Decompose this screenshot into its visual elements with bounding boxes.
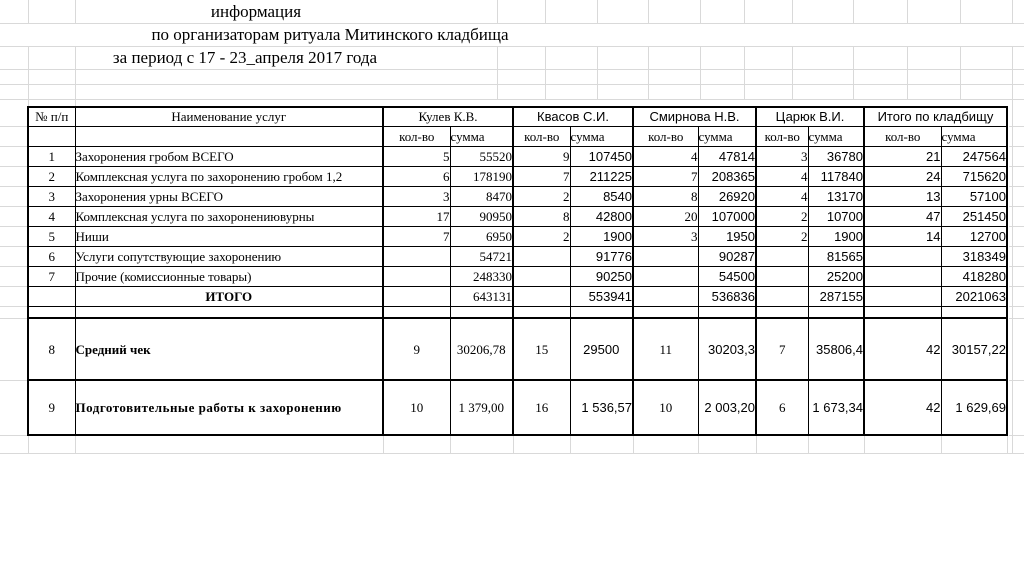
cell-qty[interactable]: 13 — [864, 186, 941, 206]
cell-qty[interactable]: 11 — [633, 318, 698, 380]
cell-service[interactable]: Средний чек — [75, 318, 383, 380]
cell-num[interactable]: 8 — [28, 318, 75, 380]
cell-service[interactable]: Ниши — [75, 226, 383, 246]
cell-qty[interactable]: 5 — [383, 146, 450, 166]
cell-empty[interactable] — [28, 126, 75, 146]
total-label[interactable]: ИТОГО — [75, 286, 383, 306]
report-table — [27, 106, 1008, 436]
cell-qty[interactable]: 16 — [513, 380, 570, 435]
header-service[interactable]: Наименование услуг — [75, 107, 383, 126]
header-org-smirnova[interactable]: Смирнова Н.В. — [633, 107, 756, 126]
cell-sum[interactable]: 248330 — [450, 266, 513, 286]
cell-empty[interactable] — [450, 306, 513, 318]
cell-qty[interactable]: 4 — [756, 186, 808, 206]
cell-sum[interactable]: 6950 — [450, 226, 513, 246]
cell-sum[interactable]: 47814 — [698, 146, 756, 166]
cell-sum[interactable]: 54721 — [450, 246, 513, 266]
cell-qty[interactable]: 8 — [633, 186, 698, 206]
header-row-units — [28, 126, 1007, 146]
cell-empty[interactable] — [383, 306, 450, 318]
cell-qty[interactable] — [864, 246, 941, 266]
cell-qty[interactable]: 4 — [633, 146, 698, 166]
cell-num[interactable]: 9 — [28, 380, 75, 435]
cell-qty[interactable]: 4 — [756, 166, 808, 186]
header-sum[interactable]: сумма — [570, 126, 633, 146]
cell-empty[interactable] — [756, 306, 808, 318]
cell-sum[interactable]: 90950 — [450, 206, 513, 226]
cell-empty[interactable] — [941, 306, 1007, 318]
cell-qty[interactable]: 24 — [864, 166, 941, 186]
cell-num[interactable]: 2 — [28, 166, 75, 186]
avg-check-row — [28, 318, 1007, 380]
cell-empty[interactable] — [513, 306, 570, 318]
cell-num[interactable]: 6 — [28, 246, 75, 266]
cell-sum[interactable]: 1950 — [698, 226, 756, 246]
report-subtitle[interactable]: по организаторам ритуала Митинского кладбища — [151, 25, 509, 44]
cell-num[interactable]: 1 — [28, 146, 75, 166]
cell-sum[interactable]: 57100 — [941, 186, 1007, 206]
header-sum[interactable]: сумма — [941, 126, 1007, 146]
cell-qty[interactable]: 7 — [513, 166, 570, 186]
header-qty[interactable]: кол-во — [513, 126, 570, 146]
cell-empty[interactable] — [75, 126, 383, 146]
cell-sum[interactable]: 10700 — [808, 206, 864, 226]
cell-sum[interactable]: 30206,78 — [450, 318, 513, 380]
table-row — [28, 186, 1007, 206]
header-num[interactable]: № п/п — [28, 107, 75, 126]
cell-sum[interactable]: 553941 — [570, 286, 633, 306]
cell-qty[interactable]: 8 — [513, 206, 570, 226]
cell-service[interactable]: Услуги сопутствующие захоронению — [75, 246, 383, 266]
cell-num[interactable]: 5 — [28, 226, 75, 246]
table-row — [28, 206, 1007, 226]
cell-sum[interactable]: 178190 — [450, 166, 513, 186]
cell-sum[interactable]: 8540 — [570, 186, 633, 206]
cell-sum[interactable]: 211225 — [570, 166, 633, 186]
cell-sum[interactable]: 715620 — [941, 166, 1007, 186]
cell-num[interactable]: 4 — [28, 206, 75, 226]
cell-empty[interactable] — [570, 306, 633, 318]
header-qty[interactable]: кол-во — [756, 126, 808, 146]
cell-empty[interactable] — [28, 306, 75, 318]
cell-sum[interactable]: 36780 — [808, 146, 864, 166]
cell-qty[interactable]: 7 — [756, 318, 808, 380]
header-cemetery-total[interactable]: Итого по кладбищу — [864, 107, 1007, 126]
cell-qty[interactable] — [513, 246, 570, 266]
cell-qty[interactable]: 3 — [756, 146, 808, 166]
header-row-organizers — [28, 107, 1007, 126]
cell-sum[interactable]: 1 673,34 — [808, 380, 864, 435]
cell-qty[interactable]: 42 — [864, 380, 941, 435]
cell-service[interactable]: Захоронения гробом ВСЕГО — [75, 146, 383, 166]
cell-num[interactable] — [28, 286, 75, 306]
cell-qty[interactable] — [633, 246, 698, 266]
header-qty[interactable]: кол-во — [383, 126, 450, 146]
report-title[interactable]: информация — [210, 2, 302, 21]
cell-qty[interactable] — [756, 246, 808, 266]
cell-sum[interactable]: 107000 — [698, 206, 756, 226]
cell-qty[interactable] — [383, 286, 450, 306]
cell-qty[interactable] — [383, 246, 450, 266]
cell-sum[interactable]: 208365 — [698, 166, 756, 186]
report-period[interactable]: за период с 17 - 23_апреля 2017 года — [112, 48, 378, 67]
cell-qty[interactable]: 6 — [756, 380, 808, 435]
header-sum[interactable]: сумма — [808, 126, 864, 146]
cell-qty[interactable]: 15 — [513, 318, 570, 380]
cell-sum[interactable]: 13170 — [808, 186, 864, 206]
cell-sum[interactable]: 643131 — [450, 286, 513, 306]
table-row — [28, 146, 1007, 166]
table-row — [28, 226, 1007, 246]
cell-qty[interactable]: 9 — [513, 146, 570, 166]
cell-qty[interactable]: 3 — [633, 226, 698, 246]
header-org-kulev[interactable]: Кулев К.В. — [383, 107, 513, 126]
cell-sum[interactable]: 35806,4 — [808, 318, 864, 380]
cell-sum[interactable]: 90287 — [698, 246, 756, 266]
cell-qty[interactable]: 7 — [633, 166, 698, 186]
cell-sum[interactable]: 12700 — [941, 226, 1007, 246]
cell-qty[interactable] — [513, 286, 570, 306]
cell-service[interactable]: Прочие (комиссионные товары) — [75, 266, 383, 286]
cell-qty[interactable]: 21 — [864, 146, 941, 166]
cell-qty[interactable] — [864, 266, 941, 286]
table-row — [28, 166, 1007, 186]
cell-sum[interactable]: 117840 — [808, 166, 864, 186]
cell-qty[interactable]: 42 — [864, 318, 941, 380]
cell-empty[interactable] — [633, 306, 698, 318]
cell-sum[interactable]: 55520 — [450, 146, 513, 166]
cell-sum[interactable]: 107450 — [570, 146, 633, 166]
cell-sum[interactable]: 1 379,00 — [450, 380, 513, 435]
cell-qty[interactable] — [756, 286, 808, 306]
cell-sum[interactable]: 8470 — [450, 186, 513, 206]
cell-qty[interactable]: 20 — [633, 206, 698, 226]
cell-sum[interactable]: 30157,22 — [941, 318, 1007, 380]
cell-qty[interactable]: 17 — [383, 206, 450, 226]
cell-qty[interactable]: 14 — [864, 226, 941, 246]
spacer-row — [28, 306, 1007, 318]
cell-qty[interactable]: 2 — [513, 226, 570, 246]
cell-sum[interactable]: 81565 — [808, 246, 864, 266]
cell-qty[interactable] — [513, 266, 570, 286]
cell-service[interactable]: Комплексная услуга по захоронению гробом 1,2 — [75, 166, 383, 186]
table-row — [28, 266, 1007, 286]
cell-sum[interactable]: 2021063 — [941, 286, 1007, 306]
cell-sum[interactable]: 1900 — [808, 226, 864, 246]
cell-service[interactable]: Захоронения урны ВСЕГО — [75, 186, 383, 206]
cell-sum[interactable]: 90250 — [570, 266, 633, 286]
cell-empty[interactable] — [698, 306, 756, 318]
header-org-tsaryuk[interactable]: Царюк В.И. — [756, 107, 864, 126]
cell-sum[interactable]: 25200 — [808, 266, 864, 286]
header-org-kvasov[interactable]: Квасов С.И. — [513, 107, 633, 126]
cell-sum[interactable]: 1900 — [570, 226, 633, 246]
cell-qty[interactable]: 2 — [513, 186, 570, 206]
cell-qty[interactable]: 2 — [756, 226, 808, 246]
cell-sum[interactable]: 1 629,69 — [941, 380, 1007, 435]
cell-num[interactable]: 3 — [28, 186, 75, 206]
cell-qty[interactable] — [633, 286, 698, 306]
cell-qty[interactable]: 10 — [633, 380, 698, 435]
header-sum[interactable]: сумма — [698, 126, 756, 146]
cell-qty[interactable] — [756, 266, 808, 286]
header-qty[interactable]: кол-во — [864, 126, 941, 146]
prep-works-row — [28, 380, 1007, 435]
cell-empty[interactable] — [864, 306, 941, 318]
cell-sum[interactable]: 1 536,57 — [570, 380, 633, 435]
total-row — [28, 286, 1007, 306]
cell-service[interactable]: Комплексная услуга по захоронениювурны — [75, 206, 383, 226]
header-sum[interactable]: сумма — [450, 126, 513, 146]
cell-qty[interactable]: 47 — [864, 206, 941, 226]
cell-qty[interactable]: 9 — [383, 318, 450, 380]
cell-sum[interactable]: 536836 — [698, 286, 756, 306]
cell-sum[interactable]: 29500 — [570, 318, 633, 380]
table-row — [28, 246, 1007, 266]
header-qty[interactable]: кол-во — [633, 126, 698, 146]
cell-qty[interactable] — [633, 266, 698, 286]
cell-sum[interactable]: 30203,3 — [698, 318, 756, 380]
cell-sum[interactable]: 91776 — [570, 246, 633, 266]
cell-qty[interactable]: 6 — [383, 166, 450, 186]
cell-sum[interactable]: 287155 — [808, 286, 864, 306]
cell-qty[interactable]: 3 — [383, 186, 450, 206]
cell-sum[interactable]: 26920 — [698, 186, 756, 206]
cell-sum[interactable]: 54500 — [698, 266, 756, 286]
cell-service[interactable]: Подготовительные работы к захоронению — [75, 380, 383, 435]
cell-qty[interactable]: 2 — [756, 206, 808, 226]
cell-sum[interactable]: 42800 — [570, 206, 633, 226]
cell-sum[interactable]: 318349 — [941, 246, 1007, 266]
cell-empty[interactable] — [75, 306, 383, 318]
cell-sum[interactable]: 251450 — [941, 206, 1007, 226]
cell-sum[interactable]: 247564 — [941, 146, 1007, 166]
cell-qty[interactable]: 7 — [383, 226, 450, 246]
cell-qty[interactable] — [383, 266, 450, 286]
cell-sum[interactable]: 418280 — [941, 266, 1007, 286]
cell-qty[interactable]: 10 — [383, 380, 450, 435]
cell-sum[interactable]: 2 003,20 — [698, 380, 756, 435]
cell-qty[interactable] — [864, 286, 941, 306]
cell-num[interactable]: 7 — [28, 266, 75, 286]
cell-empty[interactable] — [808, 306, 864, 318]
